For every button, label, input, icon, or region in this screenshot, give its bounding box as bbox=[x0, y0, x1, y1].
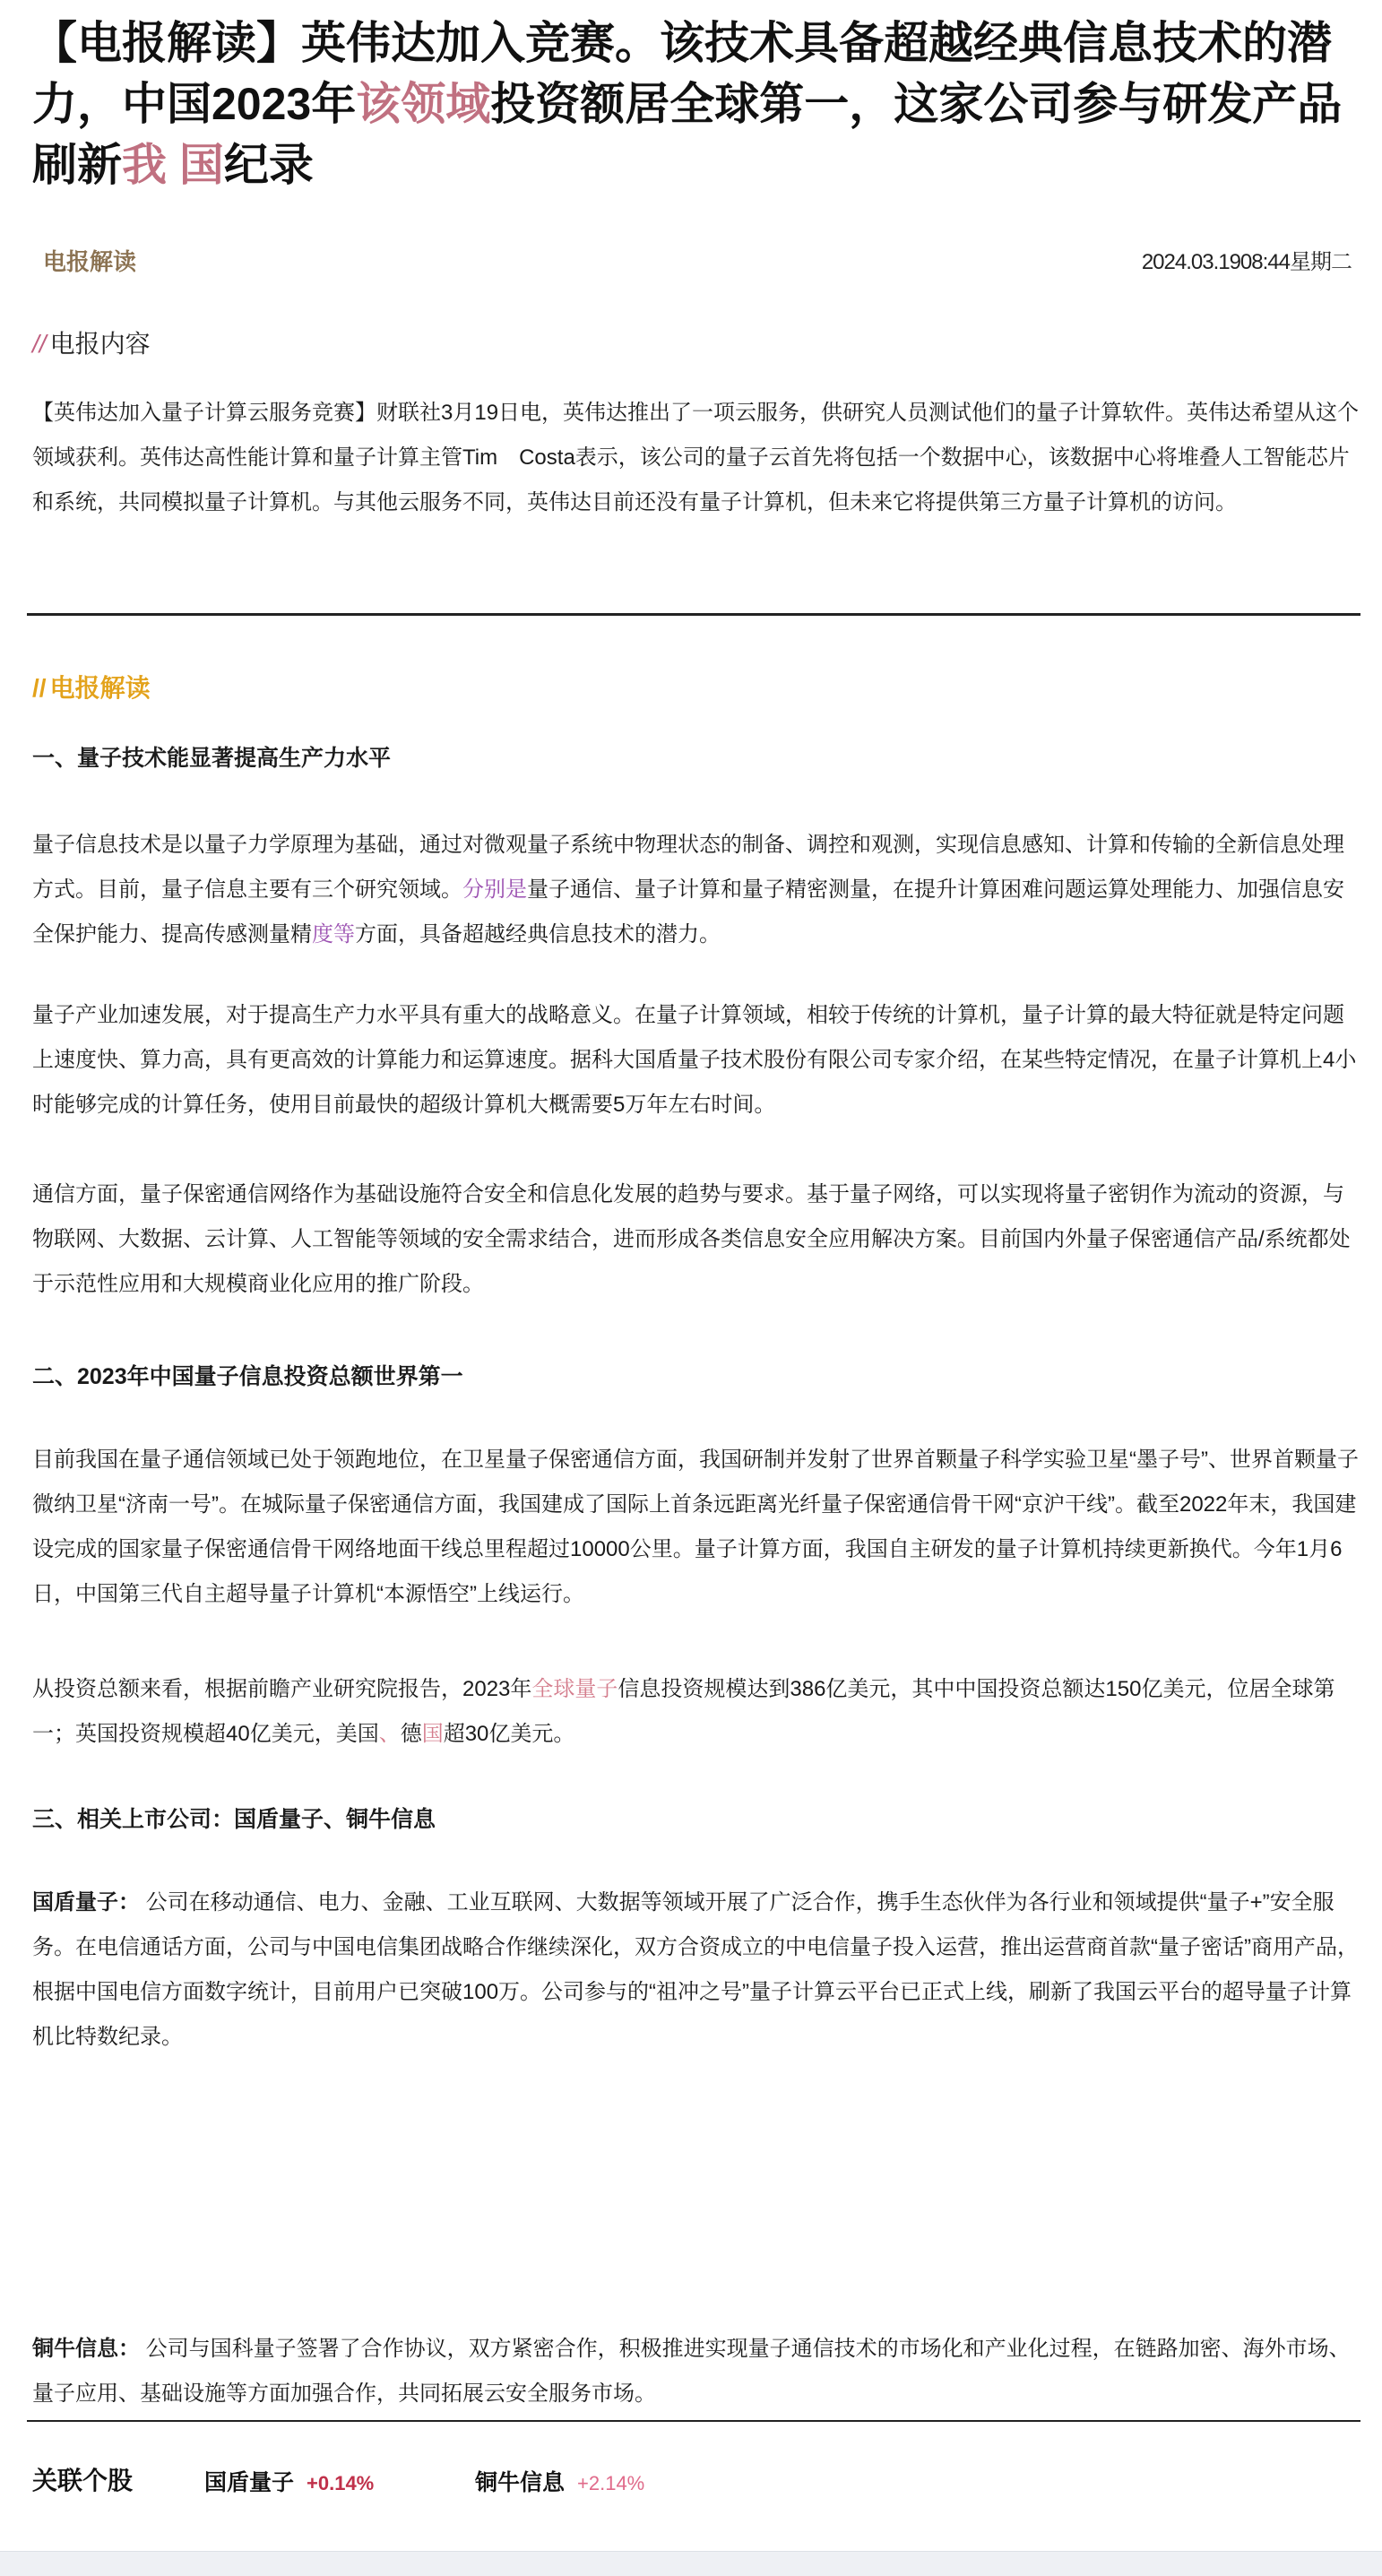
emphasis-text: 度等 bbox=[312, 922, 355, 947]
company-paragraph-guodun bbox=[32, 1880, 1362, 2060]
stock-item-guodun[interactable] bbox=[204, 2465, 374, 2497]
emphasis-text: 、 bbox=[378, 1722, 401, 1746]
stock-name: 铜牛信息 bbox=[475, 2470, 566, 2495]
section-title-1: 一、量子技术能显著提高生产力水平 bbox=[32, 746, 392, 771]
paragraph-text: 公司在移动通信、电力、金融、工业互联网、大数据等领域开展了广泛合作，携手生态伙伴为各行业和领域提供“量子+”安全服务。在电信通话方面，公司与中国电信集团战略合作继续深化，双方合资成立的中电信量子投入运营，推出运营商首款“量子密话”商用产品，根据中国电信方面数字统计，目前用户已突破100万。公司参与的“祖冲之号”量子计算云平台已正式上线，刷新了我国云平台的超导量子计算机比特数纪录。 bbox=[32, 1890, 1359, 2049]
heading-text: 电报解读 bbox=[49, 674, 151, 702]
paragraph-5 bbox=[32, 1667, 1362, 1757]
paragraph-text: 从投资总额来看，根据前瞻产业研究院报告，2023年 bbox=[32, 1677, 532, 1701]
paragraph-text: 德 bbox=[400, 1722, 422, 1746]
paragraph-4: 目前我国在量子通信领域已处于领跑地位，在卫星量子保密通信方面，我国研制并发射了世界首颗量子科学实验卫星“墨子号”、世界首颗量子微纳卫星“济南一号”。在城际量子保密通信方面，我国建成了国际上首条远距离光纤量子保密通信骨干网“京沪干线”。截至2022年末，我国建设完成的国家量子保密通信骨干网络地面干线总里程超过10000公里。量子计算方面，我国自主研发的量子计算机持续更新换代。今年1月6日，中国第三代自主超导量子计算机“本源悟空”上线运行。 bbox=[32, 1448, 1359, 1606]
company-paragraph-tongniu bbox=[32, 2327, 1362, 2416]
divider bbox=[27, 613, 1360, 616]
title-part-1: 【电报解读】英伟达加入竞赛。该技术具备超越经典信息技术的潜力，中国2023年 bbox=[32, 18, 1332, 129]
publish-time: 2024.03.1908:44星期二 bbox=[1141, 250, 1352, 274]
related-stocks bbox=[32, 2461, 1359, 2503]
stock-change: +0.14% bbox=[307, 2472, 375, 2494]
telegraph-content: 【英伟达加入量子计算云服务竞赛】财联社3月19日电，英伟达推出了一项云服务，供研究人员测试他们的量子计算软件。英伟达希望从这个领域获利。英伟达高性能计算和量子计算主管Tim Costa表示，该公司的量子云首先将包括一个数据中心，该数据中心将堆叠人工智能芯片和系统，共同模拟量子计算机。与其他云服务不同，英伟达目前还没有量子计算机，但未来它将提供第三方量子计算机的访问。 bbox=[32, 401, 1360, 514]
title-highlight-2: 我 国 bbox=[122, 140, 224, 190]
title-part-3: 纪录 bbox=[223, 140, 314, 190]
company-label: 铜牛信息： bbox=[32, 2337, 140, 2361]
section-title-2: 二、2023年中国量子信息投资总额世界第一 bbox=[32, 1364, 463, 1389]
paragraph-1 bbox=[32, 823, 1362, 957]
emphasis-text: 全球量子 bbox=[531, 1677, 618, 1701]
paragraph-text: 超30亿美元。 bbox=[443, 1722, 575, 1746]
article-title bbox=[32, 13, 1359, 195]
emphasis-text: 国 bbox=[421, 1722, 444, 1746]
stock-item-tongniu[interactable] bbox=[475, 2465, 644, 2497]
paragraph-text: 量子通信、量子计算和量子精密测量，在提升计算困难问题运算处理能力、加强信息安全保护能力、提高传感测量精 bbox=[32, 877, 1344, 947]
stock-name: 国盾量子 bbox=[204, 2470, 295, 2495]
paragraph-2: 量子产业加速发展，对于提高生产力水平具有重大的战略意义。在量子计算领域，相较于传统的计算机，量子计算的最大特征就是特定问题上速度快、算力高，具有更高效的计算能力和运算速度。据科大国盾量子技术股份有限公司专家介绍，在某些特定情况，在量子计算机上4小时能够完成的计算任务，使用目前最快的超级计算机大概需要5万年左右时间。 bbox=[32, 1003, 1357, 1117]
related-stocks-label: 关联个股 bbox=[32, 2467, 134, 2494]
paragraph-text: 量子信息技术是以量子力学原理为基础，通过对微观量子系统中物理状态的制备、调控和观测，实现信息感知、计算和传输的全新信息处理方式。目前，量子信息主要有三个研究领域。 bbox=[32, 833, 1344, 902]
bottom-bar bbox=[0, 2551, 1382, 2576]
heading-text: 电报内容 bbox=[49, 330, 151, 358]
paragraph-text: 公司与国科量子签署了合作协议，双方紧密合作，积极推进实现量子通信技术的市场化和产业化过程，在链路加密、海外市场、量子应用、基础设施等方面加强合作，共同拓展云安全服务市场。 bbox=[32, 2337, 1351, 2406]
content-section-heading bbox=[32, 324, 151, 360]
paragraph-3: 通信方面，量子保密通信网络作为基础设施符合安全和信息化发展的趋势与要求。基于量子网络，可以实现将量子密钥作为流动的资源，与物联网、大数据、云计算、人工智能等领域的安全需求结合，进而形成各类信息安全应用解决方案。目前国内外量子保密通信产品/系统都处于示范性应用和大规模商业化应用的推广阶段。 bbox=[32, 1182, 1351, 1296]
heading-slash: // bbox=[32, 330, 47, 358]
heading-slash: // bbox=[32, 674, 47, 702]
stock-change: +2.14% bbox=[577, 2472, 645, 2494]
section-title-3: 三、相关上市公司：国盾量子、铜牛信息 bbox=[32, 1807, 436, 1832]
title-part-2: 投资额居全球第一，这家公司参与研发产品刷新 bbox=[32, 79, 1343, 190]
title-highlight-1: 该领域 bbox=[356, 79, 491, 129]
emphasis-text: 分别是 bbox=[462, 877, 527, 902]
divider bbox=[27, 2420, 1360, 2422]
company-label: 国盾量子： bbox=[32, 1890, 140, 1915]
paragraph-text: 方面，具备超越经典信息技术的潜力。 bbox=[355, 922, 721, 947]
source-label: 电报解读 bbox=[43, 249, 137, 276]
paragraph-text: 信息投资规模达到386亿美元，其中中国投资总额达150亿美元，位居全球第一；英国投资规模超40亿美元，美国 bbox=[32, 1677, 1335, 1746]
analysis-section-heading bbox=[32, 669, 151, 705]
